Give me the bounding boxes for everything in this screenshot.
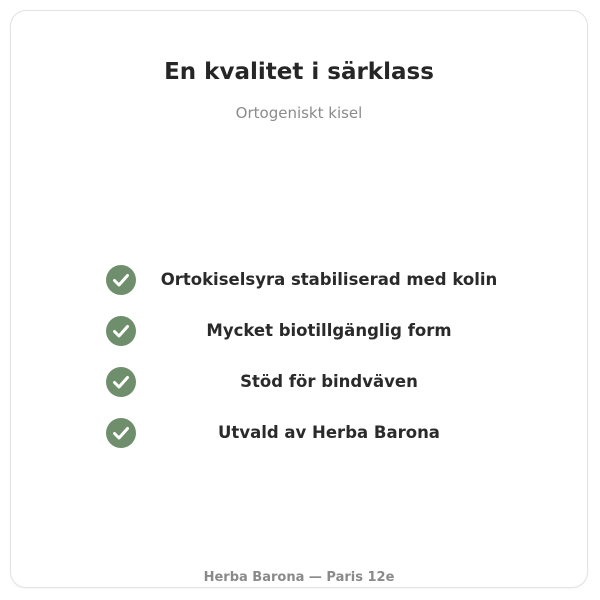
card-footer: Herba Barona — Paris 12e (203, 570, 395, 585)
feature-list (11, 263, 587, 467)
card-title: En kvalitet i särklass (164, 59, 434, 85)
feature-label: Ortokiselsyra stabiliserad med kolin (160, 270, 498, 289)
feature-item (11, 263, 587, 314)
feature-label: Utvald av Herba Barona (218, 423, 440, 442)
feature-item (11, 365, 587, 416)
feature-item (11, 314, 587, 365)
feature-label: Stöd för bindväven (240, 372, 418, 391)
card-subtitle: Ortogeniskt kisel (235, 104, 363, 122)
feature-item (11, 416, 587, 467)
feature-label: Mycket biotillgänglig form (206, 321, 452, 340)
product-card (10, 10, 588, 588)
